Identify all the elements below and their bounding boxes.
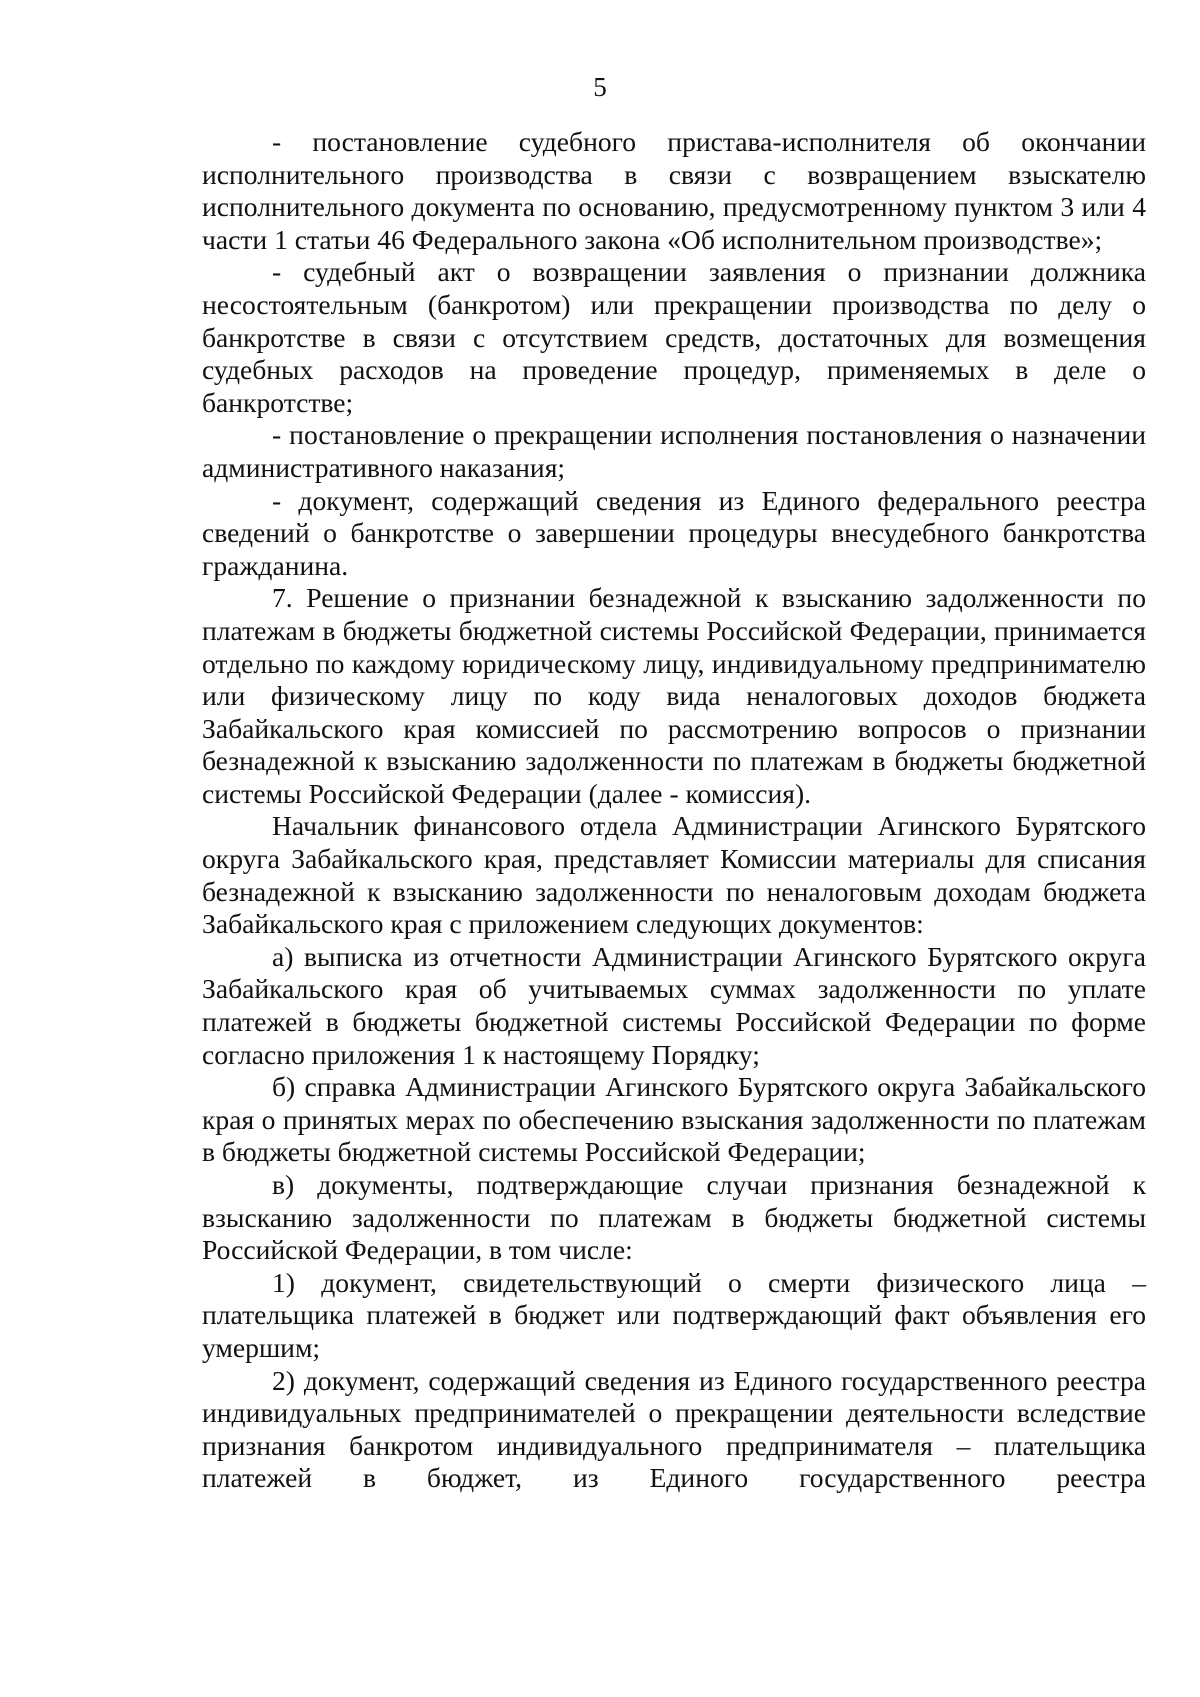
- paragraph-enforcement-decree: - постановление судебного пристава-исполнителя об окончании исполнительного производства в связи с возвращением взыскателю исполнительного документа по основанию, предусмотренному пунктом 3 или 4 части 1 статьи 46 Федерального закона «Об исполнительном производстве»;: [202, 126, 1146, 255]
- paragraph-termination-decree: - постановление о прекращении исполнения постановления о назначении административного наказания;: [202, 419, 1146, 483]
- paragraph-item-a-statement: а) выписка из отчетности Администрации Агинского Бурятского округа Забайкальского края об учитываемых суммах задолженности по уплате платежей в бюджеты бюджетной системы Российской Федерации по форме согласно приложения 1 к настоящему Порядку;: [202, 940, 1146, 1070]
- paragraph-item-v-documents: в) документы, подтверждающие случаи признания безнадежной к взысканию задолженности по платежам в бюджеты бюджетной системы Российской Федерации, в том числе:: [202, 1169, 1146, 1266]
- paragraph-bankruptcy-registry-document: - документ, содержащий сведения из Единого федерального реестра сведений о банкротстве о завершении процедуры внесудебного банкротства гражданина.: [202, 484, 1146, 581]
- page-number: 5: [593, 72, 607, 102]
- paragraph-item-7-decision: 7. Решение о признании безнадежной к взысканию задолженности по платежам в бюджеты бюджетной системы Российской Федерации, принимается отдельно по каждому юридическому лицу, индивидуальному предпринимателю или физическому лицу по коду вида неналоговых доходов бюджета Забайкальского края комиссией по рассмотрению вопросов о признании безнадежной к взысканию задолженности по платежам в бюджеты бюджетной системы Российской Федерации (далее - комиссия).: [202, 582, 1146, 809]
- paragraph-court-act-bankruptcy: - судебный акт о возвращении заявления о признании должника несостоятельным (банкротом) или прекращении производства по делу о банкротстве в связи с отсутствием средств, достаточных для возмещения судебных расходов на проведение процедур, применяемых в деле о банкротстве;: [202, 256, 1146, 418]
- paragraph-subitem-2-registry: 2) документ, содержащий сведения из Единого государственного реестра индивидуальных предпринимателей о прекращении деятельности вследствие признания банкротом индивидуального предпринимателя – плательщика платежей в бюджет, из Единого государственного реестра: [202, 1364, 1146, 1494]
- paragraph-finance-head-materials: Начальник финансового отдела Администрации Агинского Бурятского округа Забайкальского края, представляет Комиссии материалы для списания безнадежной к взысканию задолженности по неналоговым доходам бюджета Забайкальского края с приложением следующих документов:: [202, 810, 1146, 940]
- document-body: [202, 126, 1146, 1495]
- paragraph-item-b-certificate: б) справка Администрации Агинского Бурятского округа Забайкальского края о принятых мерах по обеспечению взыскания задолженности по платежам в бюджеты бюджетной системы Российской Федерации;: [202, 1071, 1146, 1168]
- paragraph-subitem-1-death: 1) документ, свидетельствующий о смерти физического лица – плательщика платежей в бюджет или подтверждающий факт объявления его умершим;: [202, 1266, 1146, 1363]
